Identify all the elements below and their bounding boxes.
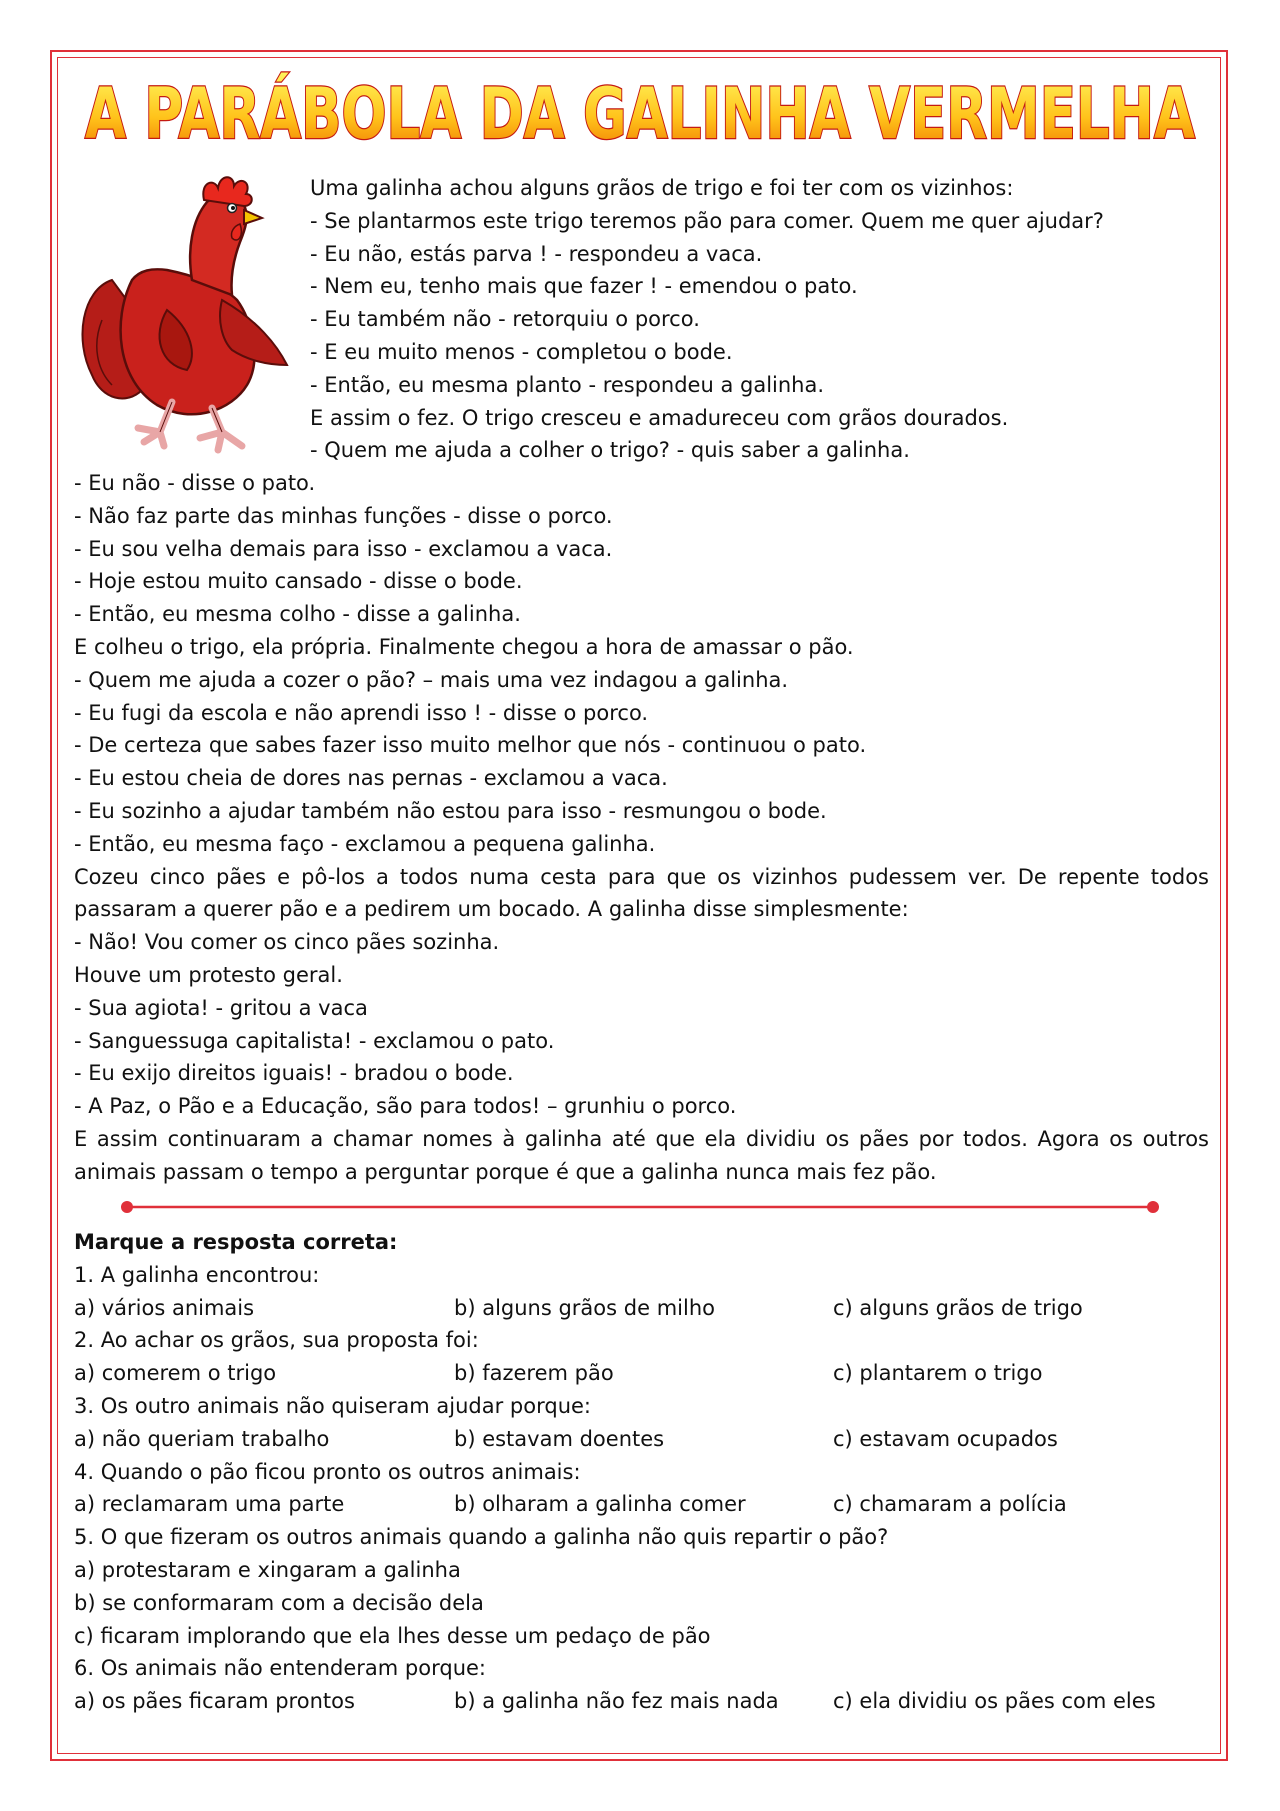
story-line: - E eu muito menos - completou o bode. <box>310 339 733 364</box>
story-line: - Eu também não - retorquiu o porco. <box>310 307 700 332</box>
quiz-question: 4. Quando o pão ficou pronto os outros animais: <box>74 1459 581 1484</box>
page-title-text: A PARÁBOLA DA GALINHA VERMELHA <box>85 73 1195 155</box>
story-line: - Sua agiota! - gritou a vaca <box>74 995 368 1020</box>
story-line: - Não faz parte das minhas funções - disse o porco. <box>74 503 613 528</box>
story-line: - Eu fugi da escola e não aprendi isso ! - disse o porco. <box>74 700 649 725</box>
story-line: - A Paz, o Pão e a Educação, são para todos! – grunhiu o porco. <box>74 1094 737 1119</box>
quiz-option-b[interactable]: b) olharam a galinha comer <box>454 1492 746 1517</box>
quiz-option-c[interactable]: c) alguns grãos de trigo <box>833 1295 1083 1320</box>
story-line: - Eu não - disse o pato. <box>74 471 316 495</box>
quiz-option-b[interactable]: b) alguns grãos de milho <box>454 1295 715 1320</box>
quiz-option-c[interactable]: c) estavam ocupados <box>833 1426 1058 1451</box>
story-line: - Então, eu mesma colho - disse a galinha. <box>74 602 521 627</box>
quiz-option-b[interactable]: b) a galinha não fez mais nada <box>454 1689 779 1714</box>
quiz-option-c[interactable]: c) ficaram implorando que ela lhes desse um pedaço de pão <box>74 1623 711 1648</box>
quiz-option-a[interactable]: a) protestaram e xingaram a galinha <box>74 1557 461 1582</box>
story-line: - Nem eu, tenho mais que fazer ! - emendou o pato. <box>310 274 858 299</box>
story-line: - Então, eu mesma faço - exclamou a pequena galinha. <box>74 831 656 856</box>
story-line: - Hoje estou muito cansado - disse o bode. <box>74 569 523 594</box>
quiz-options-row <box>74 1423 1209 1456</box>
quiz-options-row <box>74 1685 1209 1718</box>
quiz-option-b[interactable]: b) estavam doentes <box>454 1426 665 1451</box>
quiz-option-a[interactable]: a) comerem o trigo <box>74 1361 277 1386</box>
quiz-option-c[interactable]: c) ela dividiu os pães com eles <box>833 1689 1156 1714</box>
quiz-option-c[interactable]: c) chamaram a polícia <box>833 1492 1067 1517</box>
quiz-option-a[interactable]: a) os pães ficaram prontos <box>74 1689 355 1714</box>
story-paragraph: Cozeu cinco pães e pô-los a todos numa cesta para que os vizinhos pudessem ver. De repente todos passaram a querer pão e a pedirem um bocado. A galinha disse simplesmente: <box>74 864 1209 922</box>
story-line: - Eu estou cheia de dores nas pernas - exclamou a vaca. <box>74 766 668 791</box>
story-beside-image <box>310 172 1104 467</box>
quiz-question: 5. O que fizeram os outros animais quando a galinha não quis repartir o pão? <box>74 1525 889 1550</box>
story-line: - De certeza que sabes fazer isso muito melhor que nós - continuou o pato. <box>74 733 867 758</box>
story-line: Uma galinha achou alguns grãos de trigo e foi ter com os vizinhos: <box>310 176 1014 200</box>
quiz-option-a[interactable]: a) vários animais <box>74 1295 255 1320</box>
story-line: - Então, eu mesma planto - respondeu a galinha. <box>310 372 825 397</box>
quiz-options-row <box>74 1292 1209 1325</box>
story-line: - Eu sou velha demais para isso - exclamou a vaca. <box>74 536 613 561</box>
story-line: - Eu exijo direitos iguais! - bradou o bode. <box>74 1061 514 1086</box>
story-line: - Quem me ajuda a colher o trigo? - quis saber a galinha. <box>310 438 910 463</box>
red-hen-illustration <box>72 170 300 456</box>
story-line: - Eu não, estás parva ! - respondeu a vaca. <box>310 241 763 266</box>
quiz-option-b[interactable]: b) fazerem pão <box>454 1361 614 1386</box>
quiz-option-a[interactable]: a) não queriam trabalho <box>74 1426 330 1451</box>
story-line: E colheu o trigo, ela própria. Finalmente chegou a hora de amassar o pão. <box>74 634 854 659</box>
story-line: - Sanguessuga capitalista! - exclamou o pato. <box>74 1028 555 1053</box>
page-title <box>0 60 1280 160</box>
story-line: E assim o fez. O trigo cresceu e amadureceu com grãos dourados. <box>310 405 1009 430</box>
story-line: - Se plantarmos este trigo teremos pão para comer. Quem me quer ajudar? <box>310 208 1104 233</box>
quiz-options-row <box>74 1488 1209 1521</box>
quiz-question: 2. Ao achar os grãos, sua proposta foi: <box>74 1328 479 1353</box>
quiz-section <box>74 1226 1209 1718</box>
story-continued <box>74 467 1209 1189</box>
quiz-options-row <box>74 1357 1209 1390</box>
story-line: - Quem me ajuda a cozer o pão? – mais uma vez indagou a galinha. <box>74 667 789 692</box>
quiz-question: 3. Os outro animais não quiseram ajudar porque: <box>74 1393 592 1418</box>
story-paragraph: E assim continuaram a chamar nomes à galinha até que ela dividiu os pães por todos. Agora os outros animais passam o tempo a perguntar porque é que a galinha nunca mais fez pão. <box>74 1126 1209 1184</box>
quiz-option-b[interactable]: b) se conformaram com a decisão dela <box>74 1590 484 1615</box>
quiz-heading: Marque a resposta correta: <box>74 1230 398 1254</box>
quiz-question: 1. A galinha encontrou: <box>74 1262 320 1287</box>
section-divider <box>120 1199 1160 1213</box>
quiz-option-a[interactable]: a) reclamaram uma parte <box>74 1492 345 1517</box>
story-line: - Eu sozinho a ajudar também não estou para isso - resmungou o bode. <box>74 798 827 823</box>
quiz-question: 6. Os animais não entenderam porque: <box>74 1656 487 1681</box>
story-line: Houve um protesto geral. <box>74 962 343 987</box>
quiz-option-c[interactable]: c) plantarem o trigo <box>833 1361 1043 1386</box>
story-line: - Não! Vou comer os cinco pães sozinha. <box>74 930 500 955</box>
